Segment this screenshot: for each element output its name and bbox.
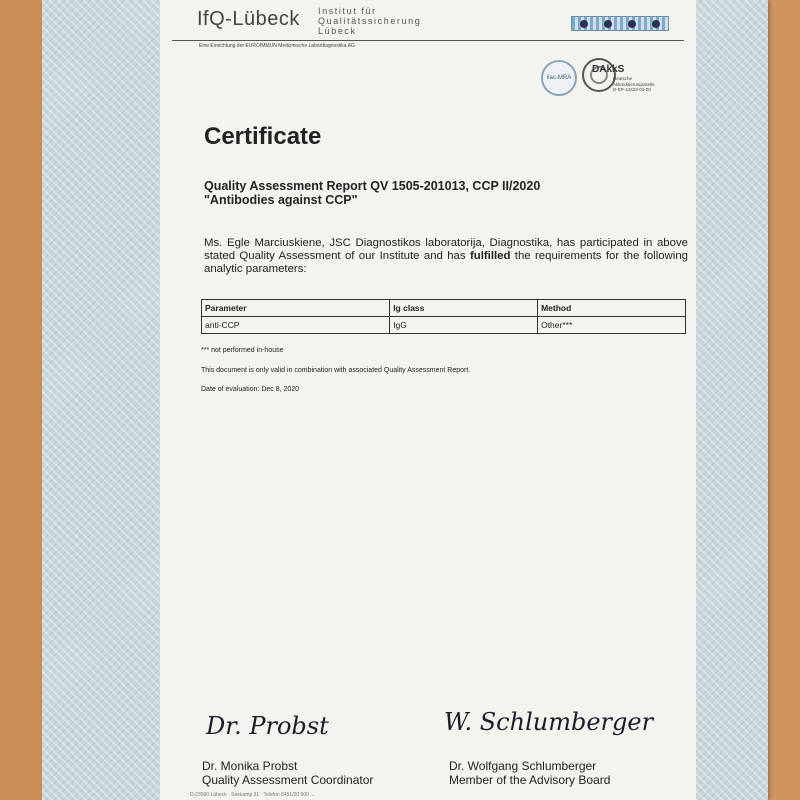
table-header: Method — [538, 300, 686, 317]
stripe-dot — [580, 20, 588, 28]
institute-name: Institut für Qualitätssicherung Lübeck — [318, 6, 422, 36]
validity-note: This document is only valid in combination with associated Quality Assessment Report. — [201, 367, 471, 374]
right-signatory: Dr. Wolfgang Schlumberger Member of the Advisory Board — [449, 759, 611, 787]
footnote: *** not performed in-house — [201, 347, 284, 354]
stripe-dot — [628, 20, 636, 28]
stripe-dot — [604, 20, 612, 28]
logo-stripe — [571, 16, 669, 31]
certificate-page — [160, 0, 696, 800]
table-header: Ig class — [390, 300, 538, 317]
footer-address: D-23560 Lübeck · Seekamp 31 · Telefon 0451/20 900 ... — [190, 792, 315, 798]
table-cell: anti-CCP — [202, 317, 390, 334]
table-row — [202, 317, 686, 334]
header-subline: Eine Einrichtung der EUROIMMUN Medizinische Labordiagnostika AG — [199, 43, 355, 49]
left-signatory: Dr. Monika Probst Quality Assessment Coordinator — [202, 759, 374, 787]
fulfilled-word: fulfilled — [469, 250, 511, 262]
evaluation-date: Date of evaluation: Dec 8, 2020 — [201, 386, 300, 393]
ifq-logo: IfQ-Lübeck — [197, 8, 300, 30]
participation-paragraph: Ms. Egle Marciuskiene, JSC Diagnostikos laboratorija, Diagnostika, has participated in above stated Quality Assessment of our Institute and has fulfilled the requirements for the following analytic parameters: — [204, 237, 688, 275]
table-cell: Other*** — [538, 317, 686, 334]
parameters-table — [201, 299, 686, 334]
dakks-label: DAkkS — [592, 64, 625, 75]
report-heading: Quality Assessment Report QV 1505-201013, CCP II/2020 "Antibodies against CCP" — [204, 179, 541, 207]
dakks-subtext: Deutsche Akkreditierungsstelle D-EP-13423-01-00 — [613, 76, 655, 92]
right-signature: W. Schlumberger — [444, 708, 654, 736]
table-cell: IgG — [390, 317, 538, 334]
certificate-title: Certificate — [204, 123, 322, 150]
stripe-dot — [652, 20, 660, 28]
table-header: Parameter — [202, 300, 390, 317]
left-signature: Dr. Probst — [206, 712, 329, 740]
ilac-mra-logo: ilac-MRA — [541, 60, 577, 96]
header-divider — [172, 40, 684, 41]
